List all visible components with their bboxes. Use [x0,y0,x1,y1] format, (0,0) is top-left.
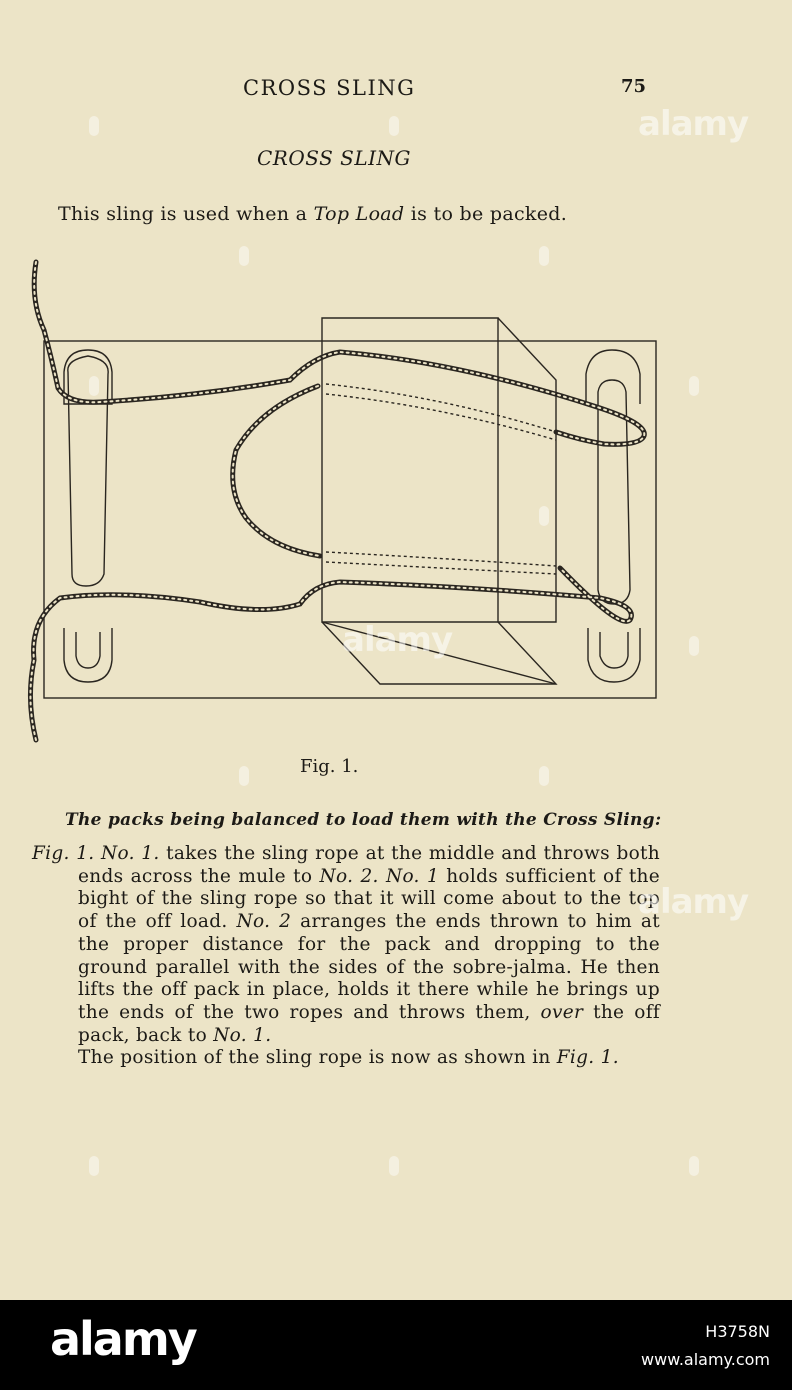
watermark-dot [539,246,549,266]
top-load-box [322,318,498,622]
intro-sentence [58,203,567,225]
top-load-side [498,318,556,622]
sling-rope-top [34,262,644,444]
sling-bight [233,386,320,556]
intro-emphasis: Top Load [313,203,405,225]
procedure-text [32,843,660,1070]
footer-url: www.alamy.com [641,1350,770,1369]
fig-ref: Fig. 1. [32,843,95,864]
fig-ref-2: Fig. 1. [556,1047,619,1069]
watermark-dot [539,506,549,526]
watermark-dot [389,116,399,136]
watermark-dot [689,636,699,656]
text-c: arranges the ends thrown to him at the proper distance for the pack and dropping to the ground parallel with the sides of the sobre-jalma. He then lifts the off pack in place, holds it there while he brings up the ends of the two ropes and throws them, [78,911,660,1023]
no1-ref-c: No. 1. [213,1024,272,1046]
left-saddle-bar [68,356,108,586]
watermark-dot [239,766,249,786]
intro-before: This sling is used when a [58,203,314,225]
no1-ref: No. 1. [101,843,160,864]
watermark-dot [89,1156,99,1176]
procedure-subheading: The packs being balanced to load them with the Cross Sling: [65,810,662,830]
running-title: CROSS SLING [243,76,416,100]
watermark-dot [89,116,99,136]
footer-logo: alamy [50,1312,196,1366]
no2-ref: No. 2. [319,865,379,887]
text-a: takes the sling rope at the middle and throws both ends across the mule to [78,843,660,887]
watermark-dot [539,766,549,786]
over-word: over [540,1001,584,1023]
watermark-middle: alamy [342,620,453,660]
image-id: H3758N [705,1322,770,1341]
watermark-dot [89,376,99,396]
cross-sling-illustration [20,252,670,752]
section-title: CROSS SLING [256,146,412,170]
right-bottom-hook [588,628,640,682]
no2-ref-b: No. 2 [236,911,292,933]
watermark-top: alamy [638,104,749,144]
para2-text: The position of the sling rope is now as shown in [78,1047,557,1069]
watermark-right: alamy [638,882,749,922]
figure-caption: Fig. 1. [300,756,359,777]
text-b: holds sufficient of the bight of the sling rope so that it will come about to the top of the off load. [78,865,661,933]
watermark-dot [689,1156,699,1176]
procedure-paragraph-1 [32,843,660,1047]
no1-ref-b: No. 1 [385,865,440,887]
watermark-dot [689,376,699,396]
text-d: the off pack, back to [78,1001,660,1046]
page-number: 75 [621,76,647,97]
left-bottom-hook [64,628,112,682]
right-top-hook [586,350,640,404]
procedure-paragraph-2 [32,1047,660,1070]
watermark-dot [239,246,249,266]
left-top-hook [64,350,112,404]
watermark-dot [389,1156,399,1176]
intro-after: is to be packed. [404,203,568,225]
